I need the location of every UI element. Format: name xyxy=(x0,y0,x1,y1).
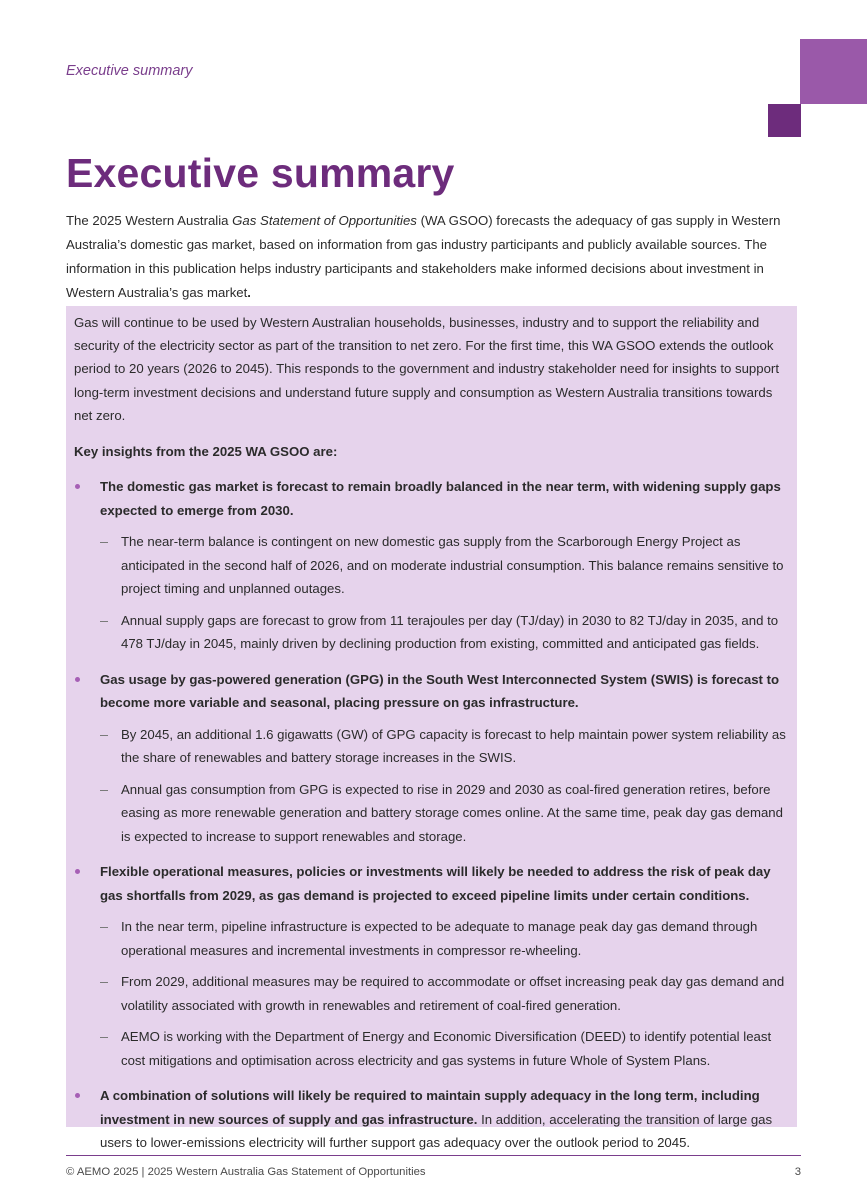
insights-list xyxy=(74,475,787,1155)
dash-icon xyxy=(100,927,108,928)
bullet-icon xyxy=(75,869,80,874)
dash-icon xyxy=(100,542,108,543)
insight-bold-text: Flexible operational measures, policies or investments will likely be needed to address the risk of peak day gas shortfalls from 2029, as gas demand is projected to exceed pipeline limits under certain conditions. xyxy=(100,864,771,903)
insight-item xyxy=(74,1084,787,1155)
insight-item xyxy=(74,860,787,1072)
publication-name: Gas Statement of Opportunities xyxy=(232,213,417,228)
dash-icon xyxy=(100,790,108,791)
dash-icon xyxy=(100,735,108,736)
section-header-label: Executive summary xyxy=(66,63,193,79)
bullet-icon xyxy=(75,1093,80,1098)
footer-divider xyxy=(66,1155,801,1156)
sub-point-text: Annual supply gaps are forecast to grow from 11 terajoules per day (TJ/day) in 2030 to 82 TJ/day in 2035, and to 478 TJ/day in 2045, mainly driven by declining production from existing, committed and anticipated gas fields. xyxy=(121,612,779,652)
decorative-square-large xyxy=(800,39,867,104)
sub-point xyxy=(100,915,787,962)
sub-point xyxy=(100,970,787,1017)
sub-point-text: AEMO is working with the Department of Energy and Economic Diversification (DEED) to identify potential least cost mitigations and optimisation across electricity and gas systems in future Whole of System Plans. xyxy=(121,1029,772,1068)
key-insights-box xyxy=(66,306,797,1151)
sub-point xyxy=(100,778,787,849)
insight-bold-text: The domestic gas market is forecast to remain broadly balanced in the near term, with widening supply gaps expected to emerge from 2030. xyxy=(100,479,781,518)
bullet-icon xyxy=(75,484,80,489)
sub-point xyxy=(100,609,787,656)
sub-points-list xyxy=(100,530,787,656)
intro-text-rest: (WA GSOO) forecasts the adequacy of gas supply in Western Australia’s domestic gas market, based on information from gas industry participants and publicly available sources. The information in this publication helps industry participants and stakeholders make informed decisions about investment in Western Australia’s gas market xyxy=(66,213,781,300)
sub-point-text: By 2045, an additional 1.6 gigawatts (GW) of GPG capacity is forecast to help maintain power system reliability as the share of renewables and battery storage increases in the SWIS. xyxy=(121,726,786,766)
dash-icon xyxy=(100,982,108,983)
sub-point xyxy=(100,723,787,770)
insight-item xyxy=(74,668,787,849)
sub-point-text: In the near term, pipeline infrastructure is expected to be adequate to manage peak day gas demand through operational measures and incremental investments in compressor re-wheeling. xyxy=(121,919,758,958)
insight-item xyxy=(74,475,787,656)
dash-icon xyxy=(100,621,108,622)
intro-paragraph xyxy=(66,209,796,305)
intro-text-start: The 2025 Western Australia xyxy=(66,213,233,228)
sub-points-list xyxy=(100,723,787,849)
page-number: 3 xyxy=(794,1166,801,1178)
insight-bold-text: Gas usage by gas-powered generation (GPG) in the South West Interconnected System (SWIS) is forecast to become more variable and seasonal, placing pressure on gas infrastructure. xyxy=(100,671,780,711)
decorative-square-small xyxy=(768,104,801,137)
sub-points-list xyxy=(100,915,787,1072)
sub-point-text: From 2029, additional measures may be required to accommodate or offset increasing peak day gas demand and volatility associated with growth in renewables and retirement of coal-fired generation. xyxy=(121,974,785,1013)
footer-copyright: © AEMO 2025 | 2025 Western Australia Gas Statement of Opportunities xyxy=(66,1166,426,1178)
insight-bold-text: A combination of solutions will likely be required to maintain supply adequacy in the long term, including investment in new sources of supply and gas infrastructure. xyxy=(100,1088,760,1127)
page-title: Executive summary xyxy=(66,150,455,196)
bullet-icon xyxy=(75,677,80,682)
insight-rest-text: In addition, accelerating the transition of large gas users to lower-emissions electricity will further support gas adequacy over the outlook period to 2045. xyxy=(100,1111,773,1151)
sub-point xyxy=(100,1025,787,1072)
intro-end-period: . xyxy=(247,285,251,300)
sub-point xyxy=(100,530,787,601)
dash-icon xyxy=(100,1037,108,1038)
sub-point-text: The near-term balance is contingent on new domestic gas supply from the Scarborough Energy Project as anticipated in the second half of 2026, and on moderate industrial consumption. This balance remains sensitive to project timing and unplanned outages. xyxy=(121,534,784,597)
key-insights-heading: Key insights from the 2025 WA GSOO are: xyxy=(74,444,338,460)
sub-point-text: Annual gas consumption from GPG is expected to rise in 2029 and 2030 as coal-fired generation retires, before easing as more renewable generation and battery storage comes online. At the same time, peak day gas demand is expected to increase to support renewables and storage. xyxy=(121,781,783,844)
box-paragraph: Gas will continue to be used by Western Australian households, businesses, industry and to support the reliability and security of the electricity sector as part of the transition to net zero. For the first time, this WA GSOO extends the outlook period to 20 years (2026 to 2045). This responds to the government and industry stakeholder need for insights to support long-term investment decisions and understand future supply and consumption as Western Australia transitions towards net zero. xyxy=(74,315,779,423)
